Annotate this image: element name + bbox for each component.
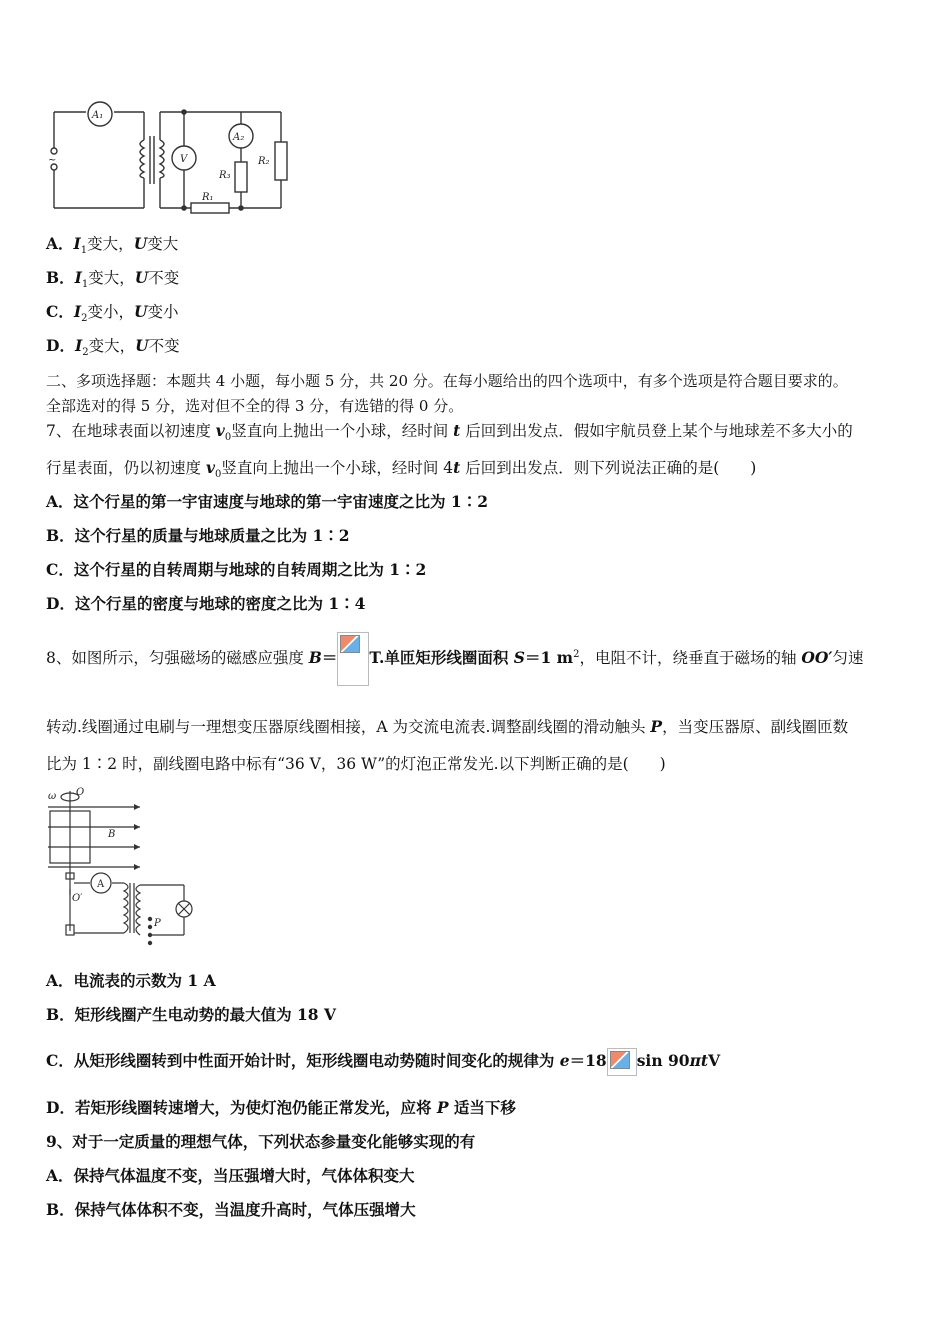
q8-option-c: C．从矩形线圈转到中性面开始计时，矩形线圈电动势随时间变化的规律为 e＝18 sin 90πtV [46,1036,720,1086]
q8-option-d: D．若矩形线圈转速增大，为使灯泡仍能正常发光，应将 P 适当下移 [46,1098,516,1117]
field-b-label: B [108,829,116,840]
omega-label: ω [48,791,57,802]
broken-formula-image-2 [607,1048,637,1076]
q8-option-b: B．矩形线圈产生电动势的最大值为 18 V [46,1005,336,1024]
axis-o-label: O [76,787,85,798]
section2-instructions-line2: 全部选对的得 5 分，选对但不全的得 3 分，有选错的得 0 分。 [46,397,464,415]
broken-formula-image [337,632,369,686]
ammeter-a1-label: A₁ [92,110,104,121]
axis-o-prime-label: O′ [72,893,83,904]
q9-stem: 9、对于一定质量的理想气体，下列状态参量变化能够实现的有 [46,1132,476,1151]
q9-option-a: A．保持气体温度不变，当压强增大时，气体体积变大 [46,1166,415,1185]
r2-label: R₂ [258,156,270,167]
slider-p-label: P [154,918,161,929]
q6-option-d: D．$I_2$变大，U不变 [46,336,180,359]
q7-option-c: C．这个行星的自转周期与地球的自转周期之比为 1∶2 [46,560,427,579]
circuit-figure-1 [44,100,294,218]
q7-stem-line2: 行星表面，仍以初速度 $v_0$竖直向上抛出一个小球，经时间 4t 后回到出发点．则下列说法正确的是( ) [46,458,757,481]
ammeter-a2-label: A₂ [233,132,245,143]
q6-option-c: C．$I_2$变小，U变小 [46,302,179,325]
r3-label: R₃ [219,170,231,181]
q7-option-d: D．这个行星的密度与地球的密度之比为 1∶4 [46,594,366,613]
ammeter-label: A [97,879,105,890]
q6-option-b: B．$I_1$变大，U不变 [46,268,180,291]
q7-option-a: A．这个行星的第一宇宙速度与地球的第一宇宙速度之比为 1∶2 [46,492,488,511]
q6-option-a: A．$I_1$变大，U变大 [46,234,179,257]
q7-stem-line1: 7、在地球表面以初速度 $v_0$竖直向上抛出一个小球，经时间 t 后回到出发点．假如宇航员登上某个与地球差不多大小的 [46,421,853,444]
ac-source-symbol: ~ [48,155,57,166]
coil-transformer-figure [44,785,204,953]
voltmeter-label: V [180,154,188,165]
q8-stem-line1: 8、如图所示，匀强磁场的磁感应强度 B＝ T.单匝矩形线圈面积 S＝1 $m^2$，电阻不计，绕垂直于磁场的轴 OO′匀速 [46,626,863,687]
section2-instructions-line1: 二、多项选择题：本题共 4 小题，每小题 5 分，共 20 分。在每小题给出的四个选项中，有多个选项是符合题目要求的。 [46,372,848,390]
q9-option-b: B．保持气体体积不变，当温度升高时，气体压强增大 [46,1200,416,1219]
q8-option-a: A．电流表的示数为 1 A [46,971,216,990]
q7-option-b: B．这个行星的质量与地球质量之比为 1∶2 [46,526,350,545]
r1-label: R₁ [202,192,214,203]
q8-stem-line2: 转动.线圈通过电刷与一理想变压器原线圈相接，A 为交流电流表.调整副线圈的滑动触头 P，当变压器原、副线圈匝数 [46,717,849,736]
q8-stem-line3: 比为 1∶2 时，副线圈电路中标有“36 V，36 W”的灯泡正常发光.以下判断正确的是( ) [46,755,666,773]
